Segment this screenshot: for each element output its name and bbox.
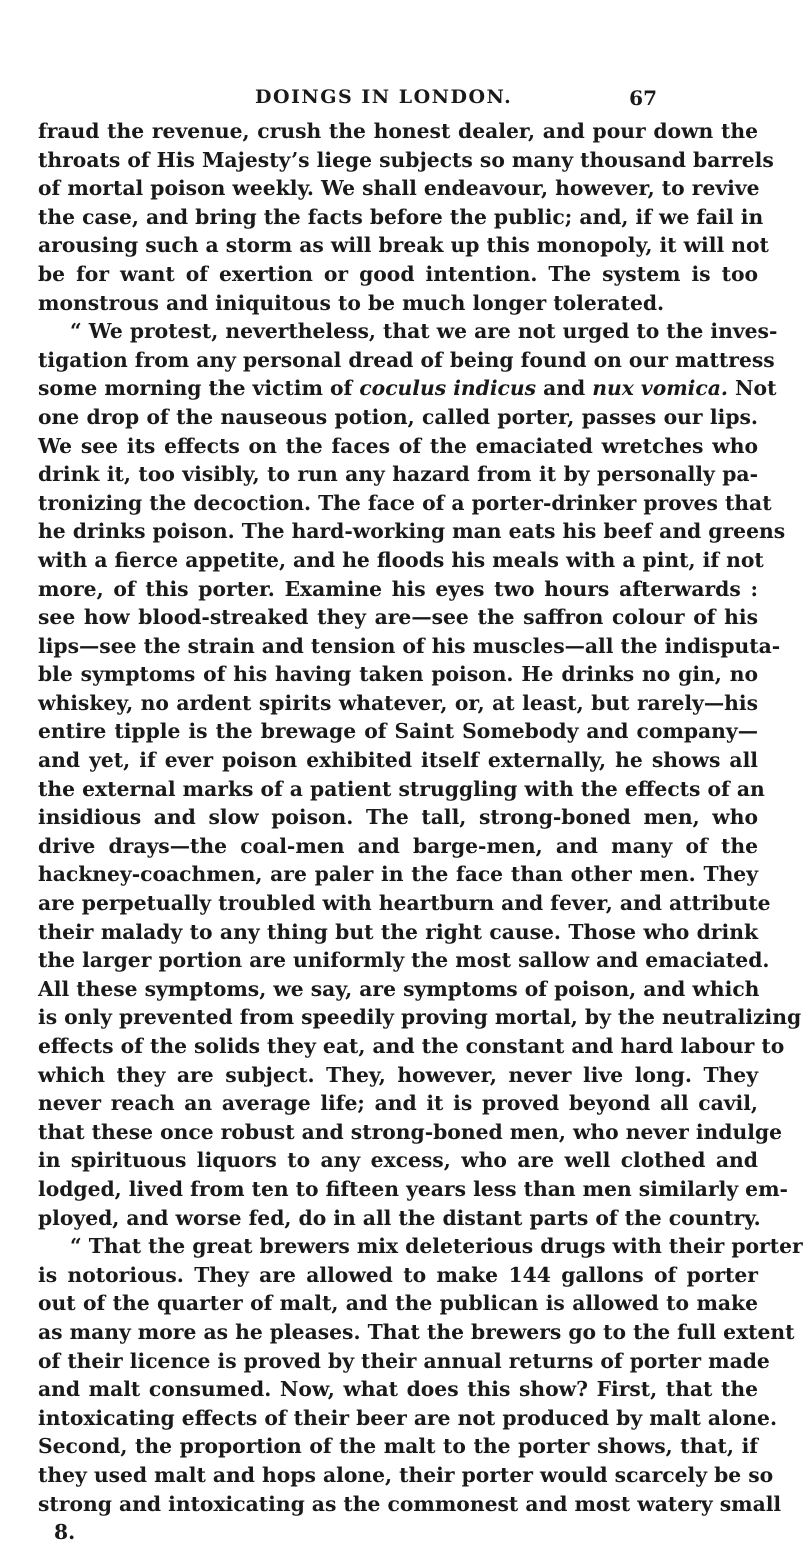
text-line: with a fierce appetite, and he floods his meals with a pint, if not xyxy=(38,547,764,572)
text-line: the case, and bring the facts before the public; and, if we fail in xyxy=(38,204,764,229)
text-line: drink it, too visibly, to run any hazard from it by personally pa- xyxy=(38,462,758,487)
body-text xyxy=(38,117,803,1547)
text-line: see how blood-streaked they are—see the saffron colour of his xyxy=(38,605,758,630)
text-line: which they are subject. They, however, never live long. They xyxy=(38,1062,758,1087)
text-line: throats of His Majesty’s liege subjects so many thousand barrels xyxy=(38,147,774,172)
running-head xyxy=(255,86,657,116)
text-line: hackney-coachmen, are paler in the face than other men. They xyxy=(38,862,758,887)
text-line: entire tipple is the brewage of Saint Somebody and company— xyxy=(38,719,758,744)
text-line: We see its effects on the faces of the emaciated wretches who xyxy=(38,433,758,458)
text-line: the larger portion are uniformly the most sallow and emaciated. xyxy=(38,948,770,973)
text-line: he drinks poison. The hard-working man eats his beef and greens xyxy=(38,519,786,544)
signature-mark: 8. xyxy=(54,1520,76,1545)
text-line: tigation from any personal dread of being found on our mattress xyxy=(38,347,775,372)
text-line: lips—see the strain and tension of his muscles—all the indisputa- xyxy=(38,633,781,658)
text-line: All these symptoms, we say, are symptoms of poison, and which xyxy=(38,976,760,1001)
text-line: effects of the solids they eat, and the constant and hard labour to xyxy=(38,1034,785,1058)
text-line: tronizing the decoction. The face of a porter-drinker proves that xyxy=(38,490,772,515)
text-line: monstrous and iniquitous to be much longer tolerated. xyxy=(38,290,665,315)
text-line: are perpetually troubled with heartburn and fever, and attribute xyxy=(38,891,771,916)
text-line-with-italics xyxy=(38,374,777,403)
text-line: they used malt and hops alone, their porter would scarcely be so xyxy=(38,1462,774,1487)
text-line: as many more as he pleases. That the brewers go to the full extent xyxy=(38,1319,795,1344)
italic-term: coculus indicus xyxy=(359,376,537,401)
paragraph-start-line: “ That the great brewers mix deleterious drugs with their porter xyxy=(70,1234,803,1259)
text-line: insidious and slow poison. The tall, strong-boned men, who xyxy=(38,805,758,830)
text-line: never reach an average life; and it is proved beyond all cavil, xyxy=(38,1091,758,1116)
text-line: of mortal poison weekly. We shall endeavour, however, to revive xyxy=(38,176,760,201)
text-line: the external marks of a patient struggling with the effects of an xyxy=(38,776,765,801)
text-line: fraud the revenue, crush the honest dealer, and pour down the xyxy=(38,119,758,143)
page-number: 67 xyxy=(629,86,657,110)
text-line: out of the quarter of malt, and the publican is allowed to make xyxy=(38,1291,758,1316)
text-line: Second, the proportion of the malt to the porter shows, that, if xyxy=(38,1434,758,1459)
text-line: strong and intoxicating as the commonest and most watery small xyxy=(38,1491,782,1516)
text-line: their malady to any thing but the right cause. Those who drink xyxy=(38,919,758,944)
text-line: ployed, and worse fed, do in all the distant parts of the country. xyxy=(38,1205,761,1230)
text-line: and yet, if ever poison exhibited itself externally, he shows all xyxy=(38,748,758,773)
text-line: and malt consumed. Now, what does this show? First, that the xyxy=(38,1377,758,1402)
text-line: is only prevented from speedily proving mortal, by the neutralizing xyxy=(38,1005,802,1030)
text-line: of their licence is proved by their annual returns of porter made xyxy=(38,1348,770,1373)
text-line: drive drays—the coal-men and barge-men, and many of the xyxy=(38,833,758,858)
text-line: more, of this porter. Examine his eyes two hours afterwards : xyxy=(38,576,758,601)
text-line: arousing such a storm as will break up this monopoly, it will not xyxy=(38,233,769,258)
text-line: ble symptoms of his having taken poison. He drinks no gin, no xyxy=(38,662,758,687)
text-run: and xyxy=(536,376,593,401)
italic-term: nux vomica. xyxy=(592,376,728,401)
text-run: some morning the victim of xyxy=(38,376,360,401)
text-line: lodged, lived from ten to fifteen years less than men similarly em- xyxy=(38,1176,788,1201)
text-line: one drop of the nauseous potion, called porter, passes our lips. xyxy=(38,404,758,429)
text-line: in spirituous liquors to any excess, who are well clothed and xyxy=(38,1148,758,1173)
text-line: is notorious. They are allowed to make 144 gallons of porter xyxy=(38,1262,758,1287)
text-line: whiskey, no ardent spirits whatever, or, at least, but rarely—his xyxy=(38,690,758,715)
text-line: intoxicating effects of their beer are not produced by malt alone. xyxy=(38,1405,778,1430)
text-line: be for want of exertion or good intention. The system is too xyxy=(38,261,758,286)
running-title: DOINGS IN LONDON. xyxy=(255,86,513,108)
paragraph-start-line: “ We protest, nevertheless, that we are not urged to the inves- xyxy=(70,319,778,344)
text-run: Not xyxy=(727,376,777,401)
text-line: that these once robust and strong-boned men, who never indulge xyxy=(38,1119,782,1144)
